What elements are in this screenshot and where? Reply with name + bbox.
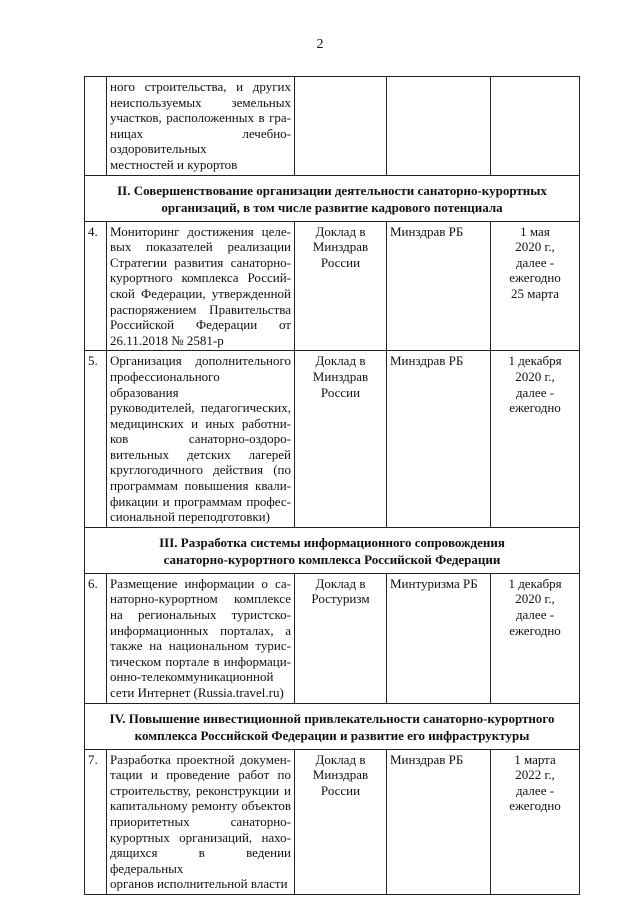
empty-cell (387, 77, 491, 176)
measure-text-line: строительству, реконструкции и (110, 782, 291, 798)
deadline-line: ежегодно (509, 798, 561, 814)
responsible-cell: Минздрав РБ (387, 749, 491, 894)
measure-text-line: 26.11.2018 № 2581-р (110, 332, 224, 348)
measure-text-line: на региональных туристско- (110, 607, 291, 623)
deadline-cell (491, 221, 580, 351)
measure-text-line: участков, расположенных в гра- (110, 110, 291, 126)
deadline-line: ежегодно (509, 622, 561, 638)
section-title-line: комплекса Российской Федерации и развитие его инфраструктуры (134, 727, 530, 743)
measure-text-line: программам повышения квали- (110, 478, 291, 494)
deadline-line: ежегодно (509, 400, 561, 416)
deadline-line: далее - (515, 782, 555, 798)
measure-text-line: Разработка проектной докумен- (110, 751, 291, 767)
report-form-cell (295, 351, 387, 528)
measure-cell (107, 221, 295, 351)
deadline-cell (491, 573, 580, 703)
deadline-line: далее - (515, 254, 555, 270)
measure-text-line: руководителей, педагогических, (110, 400, 291, 416)
measure-text-line: органов исполнительной власти (110, 876, 288, 892)
measures-table (84, 76, 580, 895)
deadline-line: 1 мая (520, 223, 550, 239)
deadline-line: 2020 г., (515, 591, 555, 607)
row-number: 7. (85, 749, 107, 894)
measure-text-line: информационных порталах, а (110, 622, 291, 638)
measure-text-line: круглогодичного действия (по (110, 462, 291, 478)
measure-text-line: тическом портале в информаци- (110, 653, 291, 669)
section-title-line: IV. Повышение инвестиционной привлекательности санаторно-курортного (109, 710, 555, 726)
responsible-cell: Минздрав РБ (387, 221, 491, 351)
report-form-cell (295, 221, 387, 351)
section-title-line: III. Разработка системы информационного сопровождения (159, 534, 505, 550)
measure-cell (107, 573, 295, 703)
empty-cell (491, 77, 580, 176)
table-row (85, 573, 580, 703)
measure-text-line: вых показателей реализации (110, 239, 291, 255)
section-title-line: организаций, в том числе развитие кадрового потенциала (161, 199, 503, 215)
measure-text-line: ницах лечебно-оздоровительных (110, 125, 291, 157)
responsible-cell: Минтуризма РБ (387, 573, 491, 703)
measure-text-line: фикации и программам профес- (110, 493, 291, 509)
measure-text-line: курортных организаций, нахо- (110, 829, 291, 845)
table-row (85, 77, 580, 176)
report-form-line: Доклад в (315, 223, 366, 239)
section-title (85, 703, 580, 749)
measure-text-line: тации и проведение работ по (110, 767, 291, 783)
row-number: 5. (85, 351, 107, 528)
section-title (85, 175, 580, 221)
deadline-line: 1 марта (514, 751, 556, 767)
measure-text-line: вительных детских лагерей (110, 446, 291, 462)
section-title-line: санаторно-курортного комплекса Российской Федерации (163, 551, 501, 567)
report-form-line: Ростуризм (311, 591, 370, 607)
measure-cell (107, 351, 295, 528)
report-form-line: Доклад в (315, 751, 366, 767)
deadline-cell (491, 749, 580, 894)
measure-text-line: сети Интернет (Russia.travel.ru) (110, 685, 284, 700)
measure-text-line: Организация дополнительного (110, 353, 291, 369)
deadline-line: 1 декабря (508, 575, 562, 591)
section-row (85, 175, 580, 221)
deadline-line: 25 марта (510, 285, 560, 301)
responsible-cell: Минздрав РБ (387, 351, 491, 528)
measure-text-line: Размещение информации о са- (110, 575, 291, 591)
table-row (85, 221, 580, 351)
deadline-line: далее - (515, 384, 555, 400)
section-title (85, 527, 580, 573)
deadline-line: далее - (515, 607, 555, 623)
measure-text-line: дящихся в ведении федеральных (110, 845, 291, 876)
report-form-line: Доклад в (315, 353, 366, 369)
measure-text-line: профессионального образования (110, 368, 220, 400)
section-title-line: II. Совершенствование организации деятельности санаторно-курортных (117, 182, 547, 198)
report-form-line: России (320, 384, 361, 400)
measure-text-line: Российской Федерации от (110, 317, 291, 333)
report-form-cell (295, 573, 387, 703)
row-number: 6. (85, 573, 107, 703)
section-row (85, 527, 580, 573)
row-number: 4. (85, 221, 107, 351)
measure-text-line: ской Федерации, утвержденной (110, 285, 291, 301)
measure-text-line: медицинских и иных работни- (110, 415, 291, 431)
empty-cell (295, 77, 387, 176)
measure-text-line: ного строительства, и других (110, 79, 291, 94)
empty-cell (85, 77, 107, 176)
measure-text-line: местностей и курортов (110, 156, 238, 172)
measure-cell (107, 749, 295, 894)
report-form-cell (295, 749, 387, 894)
page-number: 2 (316, 37, 324, 52)
measure-text-line: распоряжением Правительства (110, 301, 291, 317)
deadline-line: 1 декабря (508, 353, 562, 369)
report-form-line: Минздрав (312, 239, 369, 255)
report-form-line: России (320, 782, 361, 798)
measure-text-line: Мониторинг достижения целе- (110, 223, 291, 239)
section-row (85, 703, 580, 749)
deadline-line: 2020 г., (515, 239, 555, 255)
measure-text-line: ков санаторно-оздоро- (110, 431, 291, 447)
measure-text-line: онно-телекоммуникационной (110, 669, 274, 685)
measure-text-line: сиональной переподготовки) (110, 509, 270, 525)
table-row (85, 351, 580, 528)
deadline-line: 2020 г., (515, 368, 555, 384)
measure-text-line: капитальному ремонту объектов (110, 798, 291, 814)
measure-text-line: неиспользуемых земельных (110, 94, 291, 110)
measure-cell (107, 77, 295, 176)
deadline-line: 2022 г., (515, 767, 555, 783)
measure-text-line: Стратегии развития санаторно- (110, 254, 291, 270)
report-form-line: России (320, 254, 361, 270)
report-form-line: Доклад в (315, 575, 366, 591)
deadline-line: ежегодно (509, 270, 561, 286)
measure-text-line: наторно-курортном комплексе (110, 591, 291, 607)
report-form-line: Минздрав (312, 767, 369, 783)
measure-text-line: приоритетных санаторно- (110, 813, 291, 829)
measure-text-line: также на национальном турис- (110, 638, 291, 654)
measure-text-line: курортного комплекса Россий- (110, 270, 291, 286)
report-form-line: Минздрав (312, 368, 369, 384)
deadline-cell (491, 351, 580, 528)
table-row (85, 749, 580, 894)
